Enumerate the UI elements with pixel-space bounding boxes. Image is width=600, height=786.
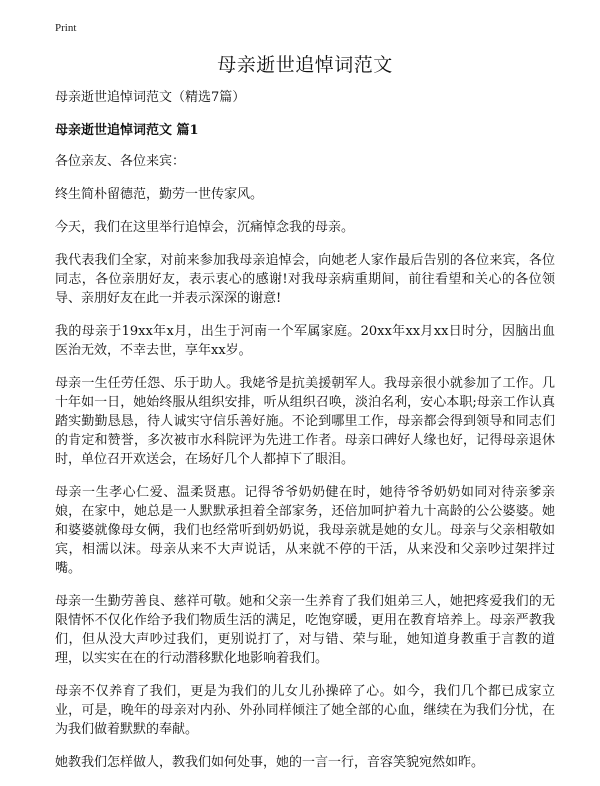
paragraph-family: 母亲一生孝心仁爱、温柔贤惠。记得爷爷奶奶健在时，她待爷爷奶奶如同对待亲爹亲娘，在家中，她总是一人默默承担着全部家务，还倍加呵护着九十高龄的公公婆婆。她和婆婆就像母女俩，我们也经常听到奶奶说，我母亲就是她的女儿。母亲与父亲相敬如宾，相濡以沫。母亲从来不大声说话，从来就不停的干活，从来没和父亲吵过架拌过嘴。 [55, 485, 555, 576]
paragraph-work: 母亲一生任劳任怨、乐于助人。我姥爷是抗美援朝军人。我母亲很小就参加了工作。几十年如一日，她始终服从组织安排，听从组织召唤，淡泊名利，安心本职;母亲工作认真踏实勤勤恳恳，待人诚实守信乐善好施。不论到哪里工作，母亲都会得到领导和同志们的肯定和赞誉，多次被市水科院评为先进工作者。母亲口碑好人缘也好，记得母亲退休时，单位召开欢送会，在场好几个人都掉下了眼泪。 [55, 376, 555, 467]
paragraph-thanks: 我代表我们全家，对前来参加我母亲追悼会，向她老人家作最后告别的各位来宾，各位同志，各位亲朋好友，表示衷心的感谢!对我母亲病重期间，前往看望和关心的各位领导、亲朋好友在此一并表示深深的谢意! [55, 253, 555, 306]
paragraph-memory: 她教我们怎样做人，教我们如何处事，她的一言一行，音容笑貌宛然如昨。 [55, 755, 485, 770]
paragraph-grandchildren: 母亲不仅养育了我们，更是为我们的儿女儿孙操碎了心。如今，我们几个都已成家立业，可是，晚年的母亲对内孙、外孙同样倾注了她全部的心血，继续在为我们分忧，在为我们做着默默的奉献。 [55, 684, 555, 737]
paragraph-birth: 我的母亲于19xx年x月，出生于河南一个军属家庭。20xx年xx月xx日时分，因脑出血医治无效，不幸去世，享年xx岁。 [55, 324, 555, 358]
print-link[interactable]: Print [55, 22, 77, 34]
document-title: 母亲逝世追悼词范文 [217, 54, 393, 76]
section-heading: 母亲逝世追悼词范文 篇1 [55, 123, 199, 138]
paragraph-opening: 今天，我们在这里举行追悼会，沉痛悼念我的母亲。 [55, 220, 355, 235]
paragraph-greeting: 各位亲友、各位来宾： [55, 154, 186, 169]
document-subtitle: 母亲逝世追悼词范文（精选7篇） [55, 90, 246, 105]
document-page [55, 50, 555, 786]
paragraph-parenting: 母亲一生勤劳善良、慈祥可敬。她和父亲一生养育了我们姐弟三人，她把疼爱我们的无限情怀不仅化作给予我们物质生活的满足，吃饱穿暖，更用在教育培养上。母亲严教我们，但从没大声吵过我们，更别说打了，对与错、荣与耻，她知道身教重于言教的道理，以实实在在的行动潜移默化地影响着我们。 [55, 594, 555, 666]
paragraph-couplet: 终生简朴留德范，勤劳一世传家风。 [55, 187, 264, 202]
